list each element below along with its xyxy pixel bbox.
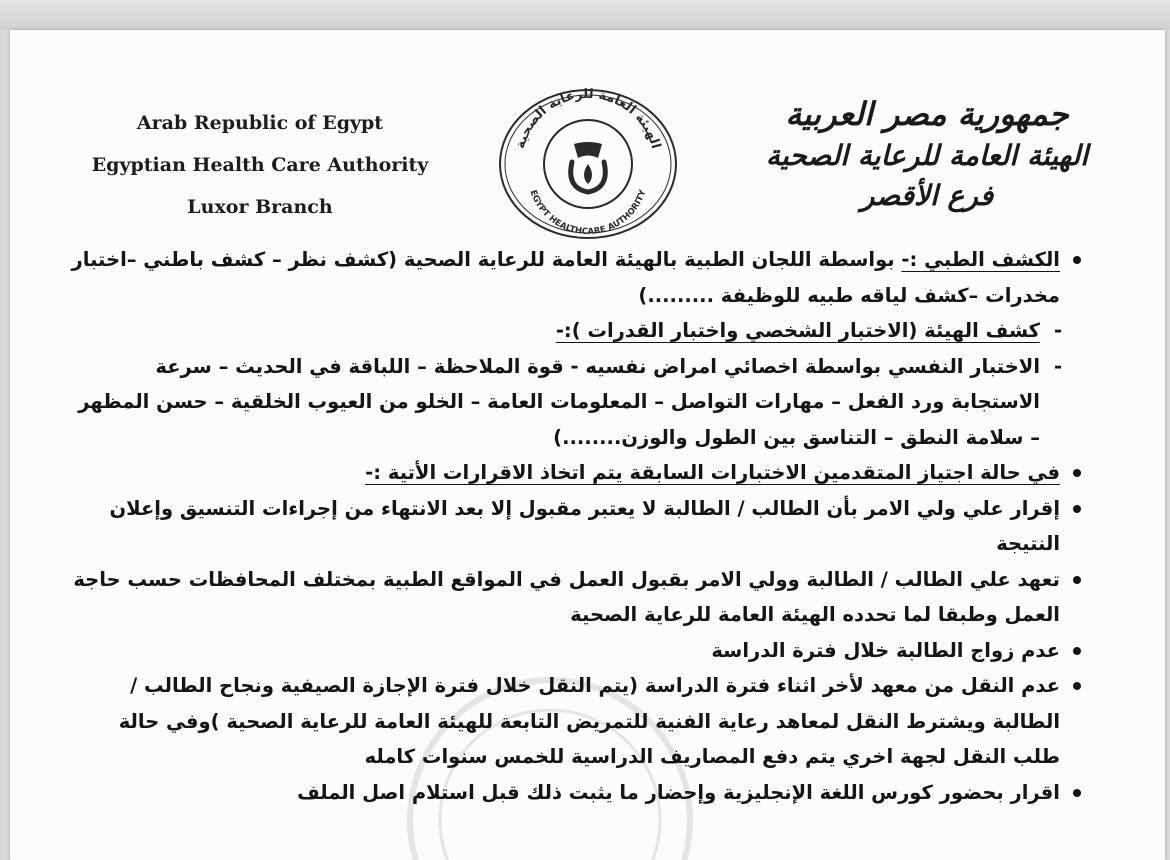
english-header-country: Arab Republic of Egypt xyxy=(136,112,384,134)
dash-icon: - xyxy=(1053,319,1063,342)
lotus-icon xyxy=(571,142,606,192)
list-item xyxy=(70,313,1090,349)
ehca-logo xyxy=(494,88,682,240)
arabic-header-authority: الهيئة العامة للرعاية الصحية xyxy=(765,139,1089,172)
list-item xyxy=(70,455,1090,491)
list-item xyxy=(70,242,1090,313)
list-item xyxy=(70,633,1090,669)
item-text: إقرار علي ولي الامر بأن الطالب / الطالبة لا يعتبر مقبول إلا بعد الانتهاء من إجراءات التنسيق وإعلان النتيجة xyxy=(109,496,1060,555)
item-text: عدم النقل من معهد لأخر اثناء فترة الدراسة (يتم النقل خلال فترة الإجازة الصيفية ونجاح الطالب / الطالبة ويشترط النقل لمعاهد رعاية الفنية للتمريض التابعة للهيئة العامة للرعاية الصحية )وفي حالة طلب النقل لجهة اخري يتم دفع المصاريف الدراسية للخمس سنوات كامله xyxy=(118,674,1060,768)
scan-top-shadow xyxy=(0,0,1170,30)
english-header-authority: Egyptian Health Care Authority xyxy=(91,154,429,176)
english-header-branch: Luxor Branch xyxy=(187,196,333,218)
list-item xyxy=(70,668,1090,775)
arabic-header-country: جمهورية مصر العربية xyxy=(785,95,1069,133)
item-heading: كشف الهيئة (الاختبار الشخصي واختبار القدرات ):- xyxy=(555,319,1040,342)
arabic-letterhead xyxy=(747,92,1107,216)
item-heading: في حالة اجتياز المتقدمين الاختبارات السابقة يتم اتخاذ الاقرارات الأتية :- xyxy=(365,461,1060,484)
item-text: بواسطة اللجان الطبية بالهيئة العامة للرعاية الصحية (كشف نظر – كشف باطني –اختبار مخدرات –كشف لياقه طبيه للوظيفة .........) xyxy=(71,248,1060,307)
item-text: الاختبار النفسي بواسطة اخصائي امراض نفسيه - قوة الملاحظة – اللباقة في الحديث – سرعة الاستجابة ورد الفعل – مهارات التواصل – المعلومات العامة – الخلو من العيوب الخلقية – حسن المظهر – سلامة النطق – التناسق بين الطول والوزن........) xyxy=(78,354,1040,449)
dash-icon: - xyxy=(1053,354,1063,378)
item-text: تعهد علي الطالب / الطالبة وولي الامر بقبول العمل في المواقع الطبية بمختلف المحافظات حسب حاجة العمل وطبقا لما تحدده الهيئة العامة للرعاية الصحية xyxy=(73,567,1060,626)
item-heading: الكشف الطبي :- xyxy=(901,248,1060,271)
item-text: اقرار بحضور كورس اللغة الإنجليزية وإحضار ما يثبت ذلك قبل استلام اصل الملف xyxy=(297,780,1060,804)
list-item xyxy=(70,491,1090,562)
english-letterhead xyxy=(90,102,430,228)
document-page xyxy=(10,30,1165,860)
logo-english-text: EGYPT HEALTHCARE AUTHORITY xyxy=(527,188,649,238)
logo-arabic-text: الهيئة العامة للرعاية الصحية xyxy=(512,88,664,151)
list-item xyxy=(70,775,1090,811)
requirements-list xyxy=(70,242,1090,810)
list-item xyxy=(70,349,1090,456)
item-text: عدم زواج الطالبة خلال فترة الدراسة xyxy=(711,638,1060,662)
list-item xyxy=(70,562,1090,633)
arabic-header-branch: فرع الأقصر xyxy=(860,179,994,212)
